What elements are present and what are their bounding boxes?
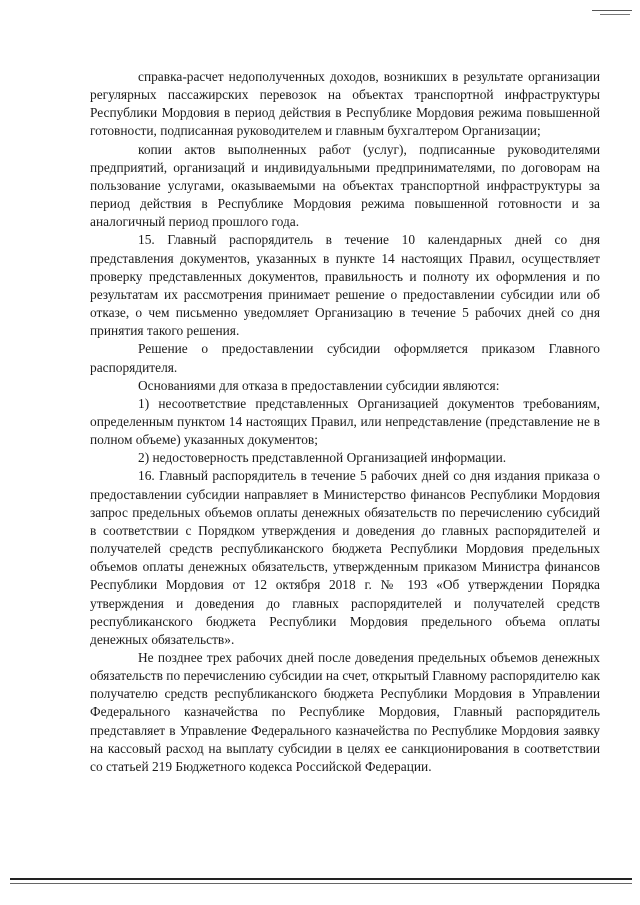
footer-rule-secondary bbox=[10, 883, 632, 884]
header-rule bbox=[592, 10, 632, 11]
paragraph-acts-copies: копии актов выполненных работ (услуг), подписанные руководителями предприятий, организаций и индивидуальными предпринимателями, по договорам на пользование услугами, оказываемыми на объектах транспортной инфраструктуры за период действия в Республике Мордовия режима повышенной готовности и за аналогичный период прошлого года. bbox=[90, 141, 600, 230]
paragraph-payment-request: Не позднее трех рабочих дней после доведения предельных объемов денежных обязательств по перечислению субсидии на счет, открытый Главному распорядителю как получателю средств республиканского бюджета Республики Мордовия в Управлении Федерального казначейства по Республике Мордовия, Главный распорядитель представляет в Управление Федерального казначейства по Республике Мордовия заявку на кассовый расход на выплату субсидии в целях ее санкционирования в соответствии со статьей 219 Бюджетного кодекса Российской Федерации. bbox=[90, 650, 600, 774]
header-rule-secondary bbox=[600, 14, 630, 15]
paragraph-clause-15: 15. Главный распорядитель в течение 10 календарных дней со дня представления документов, указанных в пункте 14 настоящих Правил, осуществляет проверку представленных документов, правильность и полноту их оформления и по результатам их рассмотрения принимает решение о предоставлении субсидии или об отказе, о чем письменно уведомляет Организацию в течение 5 рабочих дней со дня принятия такого решения. bbox=[90, 232, 600, 339]
paragraph-refusal-item-1: 1) несоответствие представленных Организацией документов требованиям, определенным пунктом 14 настоящих Правил, или непредставление (представление не в полном объеме) указанных документов; bbox=[90, 395, 600, 448]
footer-rule bbox=[10, 878, 632, 880]
paragraph-refusal-grounds: Основаниями для отказа в предоставлении субсидии являются: bbox=[138, 377, 500, 393]
document-page bbox=[90, 68, 600, 776]
paragraph-income-calculation: справка-расчет недополученных доходов, возникших в результате организации регулярных пассажирских перевозок на объектах транспортной инфраструктуры Республики Мордовия в период действия в Республике Мордовия режима повышенной готовности, подписанная руководителем и главным бухгалтером Организации; bbox=[90, 69, 600, 139]
paragraph-decision-order: Решение о предоставлении субсидии оформляется приказом Главного распорядителя. bbox=[90, 341, 600, 375]
paragraph-clause-16: 16. Главный распорядитель в течение 5 рабочих дней со дня издания приказа о предоставлении субсидии направляет в Министерство финансов Республики Мордовия запрос предельных объемов оплаты денежных обязательств по перечислению субсидий в соответствии с Порядком утверждения и доведения до главных распорядителей и получателей средств республиканского бюджета Республики Мордовия предельных объемов оплаты денежных обязательств, утвержденным приказом Министра финансов Республики Мордовия от 12 октября 2018 г. № 193 «Об утверждении Порядка утверждения и доведения до главных распорядителей и получателей средств республиканского бюджета Республики Мордовия предельного объема оплаты денежных обязательств». bbox=[90, 468, 600, 647]
paragraph-refusal-item-2: 2) недостоверность представленной Организацией информации. bbox=[138, 450, 507, 466]
